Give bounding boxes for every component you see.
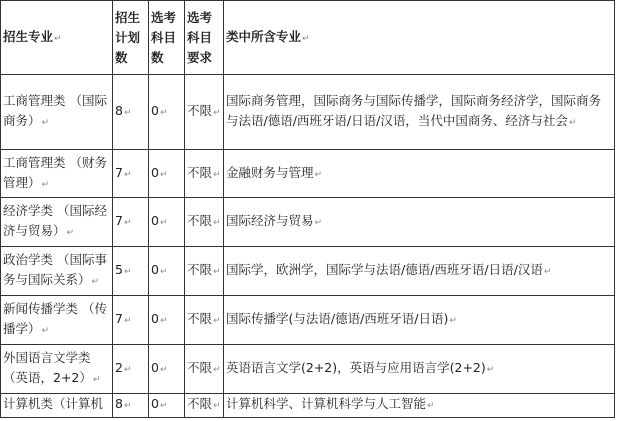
paragraph-mark-icon: ↵ xyxy=(41,326,50,336)
subject-count-cell xyxy=(149,75,185,150)
table-row xyxy=(1,75,615,150)
subject-count: 0 xyxy=(151,164,159,180)
included-cell xyxy=(224,150,615,198)
paragraph-mark-icon: ↵ xyxy=(543,267,552,277)
header-major xyxy=(1,1,113,75)
subject-count-cell xyxy=(149,150,185,198)
paragraph-mark-icon: ↵ xyxy=(123,316,132,326)
paragraph-mark-icon: ↵ xyxy=(159,218,168,228)
plan-count: 8 xyxy=(115,103,123,118)
paragraph-mark-icon: ↵ xyxy=(123,401,132,411)
major-name: 经济学类 （国际经济与贸易） xyxy=(3,203,107,238)
included-majors: 国际商务管理，国际商务与国际传播学，国际商务经济学，国际商务与法语/德语/西班牙语/日语/汉语，当代中国商务、经济与社会 xyxy=(226,93,602,128)
header-subject-req xyxy=(185,1,224,75)
subject-count: 0 xyxy=(151,360,159,375)
paragraph-mark-icon: ↵ xyxy=(568,118,577,128)
major-cell xyxy=(1,198,113,247)
major-cell xyxy=(1,75,113,150)
plan-count: 7 xyxy=(115,164,123,180)
table-header-row xyxy=(1,1,615,75)
subject-count-cell xyxy=(149,394,185,418)
subject-count: 0 xyxy=(151,262,159,277)
paragraph-mark-icon: ↵ xyxy=(41,118,50,128)
major-cell xyxy=(1,247,113,296)
subject-req-cell xyxy=(185,198,224,247)
table-row xyxy=(1,296,615,345)
plan-cell xyxy=(113,247,149,296)
paragraph-mark-icon: ↵ xyxy=(159,316,168,326)
header-major-label: 招生专业 xyxy=(3,28,54,44)
subject-count: 0 xyxy=(151,396,159,411)
included-cell xyxy=(224,296,615,345)
plan-cell xyxy=(113,345,149,394)
paragraph-mark-icon: ↵ xyxy=(314,169,323,180)
included-majors: 国际传播学(与法语/德语/西班牙语/日语) xyxy=(226,311,449,326)
table-row xyxy=(1,198,615,247)
subject-count-cell xyxy=(149,345,185,394)
plan-count: 2 xyxy=(115,360,123,375)
paragraph-mark-icon: ↵ xyxy=(213,401,221,411)
subject-req-cell xyxy=(185,150,224,198)
paragraph-mark-icon: ↵ xyxy=(213,267,221,277)
subject-count: 0 xyxy=(151,213,159,228)
paragraph-mark-icon: ↵ xyxy=(427,401,435,411)
plan-cell xyxy=(113,75,149,150)
header-subject-count xyxy=(149,1,185,75)
paragraph-mark-icon: ↵ xyxy=(54,33,62,44)
header-included-label: 类中所含专业 xyxy=(226,28,302,44)
table-row xyxy=(1,150,615,198)
included-cell xyxy=(224,75,615,150)
subject-req: 不限 xyxy=(187,164,213,180)
subject-count-cell xyxy=(149,198,185,247)
paragraph-mark-icon: ↵ xyxy=(91,277,100,287)
header-subject-count-label: 选考科目数 xyxy=(151,9,177,65)
major-name: 政治学类 （国际事务与国际关系） xyxy=(3,252,107,287)
paragraph-mark-icon: ↵ xyxy=(302,33,310,44)
major-cell xyxy=(1,345,113,394)
plan-count: 7 xyxy=(115,311,123,326)
paragraph-mark-icon: ↵ xyxy=(213,108,221,118)
included-majors: 金融财务与管理 xyxy=(226,164,314,180)
paragraph-mark-icon: ↵ xyxy=(123,218,132,228)
major-name: 工商管理类 （国际商务） xyxy=(3,93,107,128)
subject-count-cell xyxy=(149,296,185,345)
subject-req: 不限 xyxy=(187,311,213,326)
plan-cell xyxy=(113,394,149,418)
paragraph-mark-icon: ↵ xyxy=(449,316,457,326)
included-majors: 国际经济与贸易 xyxy=(226,213,314,228)
paragraph-mark-icon: ↵ xyxy=(123,169,132,180)
included-majors: 计算机科学、计算机科学与人工智能 xyxy=(226,396,427,411)
included-majors: 英语语言文学(2+2)，英语与应用语言学(2+2) xyxy=(226,360,486,375)
plan-cell xyxy=(113,150,149,198)
subject-req-cell xyxy=(185,345,224,394)
paragraph-mark-icon: ↵ xyxy=(41,179,50,190)
plan-count: 8 xyxy=(115,396,123,411)
paragraph-mark-icon: ↵ xyxy=(213,365,221,375)
subject-req: 不限 xyxy=(187,360,213,375)
subject-req-cell xyxy=(185,394,224,418)
header-plan xyxy=(113,1,149,75)
paragraph-mark-icon: ↵ xyxy=(66,228,75,238)
paragraph-mark-icon: ↵ xyxy=(314,218,323,228)
included-cell xyxy=(224,198,615,247)
major-cell xyxy=(1,394,113,418)
paragraph-mark-icon: ↵ xyxy=(92,375,101,385)
paragraph-mark-icon: ↵ xyxy=(159,365,168,375)
header-included xyxy=(224,1,615,75)
included-cell xyxy=(224,394,615,418)
subject-req: 不限 xyxy=(187,213,213,228)
paragraph-mark-icon: ↵ xyxy=(159,267,168,277)
major-name: 新闻传播学类 （传播学） xyxy=(3,301,107,336)
subject-req-cell xyxy=(185,75,224,150)
plan-cell xyxy=(113,296,149,345)
plan-count: 5 xyxy=(115,262,123,277)
plan-count: 7 xyxy=(115,213,123,228)
header-plan-label: 招生计划数 xyxy=(115,9,141,65)
paragraph-mark-icon: ↵ xyxy=(123,108,132,118)
subject-req-cell xyxy=(185,247,224,296)
major-name: 工商管理类 （财务管理） xyxy=(3,154,107,190)
major-name: 外国语言文学类 （英语，2+2） xyxy=(3,350,92,385)
subject-count: 0 xyxy=(151,311,159,326)
major-cell xyxy=(1,150,113,198)
subject-req: 不限 xyxy=(187,396,213,411)
plan-cell xyxy=(113,198,149,247)
subject-req: 不限 xyxy=(187,262,213,277)
subject-req: 不限 xyxy=(187,103,213,118)
paragraph-mark-icon: ↵ xyxy=(159,401,168,411)
paragraph-mark-icon: ↵ xyxy=(159,108,168,118)
table-row xyxy=(1,345,615,394)
paragraph-mark-icon: ↵ xyxy=(486,365,495,375)
table-row xyxy=(1,394,615,418)
header-subject-req-label: 选考科目要求 xyxy=(187,9,213,65)
included-majors: 国际学，欧洲学，国际学与法语/德语/西班牙语/日语/汉语 xyxy=(226,262,543,277)
paragraph-mark-icon: ↵ xyxy=(213,218,221,228)
included-cell xyxy=(224,345,615,394)
paragraph-mark-icon: ↵ xyxy=(213,169,221,180)
paragraph-mark-icon: ↵ xyxy=(123,365,132,375)
paragraph-mark-icon: ↵ xyxy=(213,316,221,326)
table-row xyxy=(1,247,615,296)
major-name: 计算机类（计算机 xyxy=(3,396,104,411)
subject-req-cell xyxy=(185,296,224,345)
subject-count-cell xyxy=(149,247,185,296)
subject-count: 0 xyxy=(151,103,159,118)
major-cell xyxy=(1,296,113,345)
paragraph-mark-icon: ↵ xyxy=(123,267,132,277)
paragraph-mark-icon: ↵ xyxy=(159,169,168,180)
included-cell xyxy=(224,247,615,296)
